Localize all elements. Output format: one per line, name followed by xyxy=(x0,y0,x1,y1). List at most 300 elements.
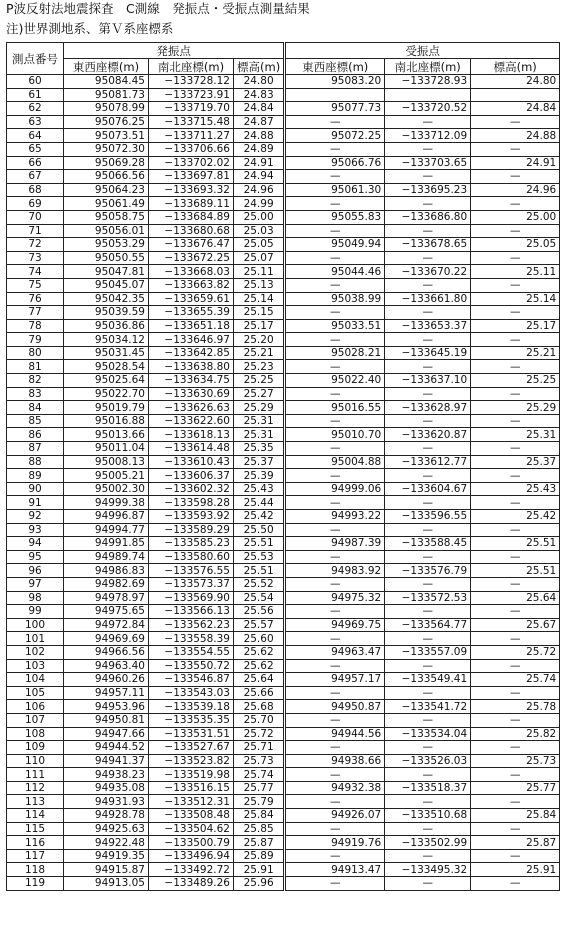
shot-elevation-cell: 25.51 xyxy=(234,564,285,578)
point-number-cell: 77 xyxy=(7,306,64,320)
receiver-elevation-cell: — xyxy=(471,496,560,510)
receiver-easting-cell: 94944.56 xyxy=(285,727,385,741)
receiver-easting-cell: 94983.92 xyxy=(285,564,385,578)
shot-elevation-cell: 25.21 xyxy=(234,346,285,360)
point-number-cell: 105 xyxy=(7,686,64,700)
table-row xyxy=(7,278,560,292)
point-number-cell: 68 xyxy=(7,183,64,197)
shot-easting-cell: 95016.88 xyxy=(64,414,149,428)
receiver-northing-cell: — xyxy=(385,550,471,564)
table-column-header-row xyxy=(7,59,560,75)
table-row xyxy=(7,360,560,374)
shot-elevation-cell: 25.23 xyxy=(234,360,285,374)
receiver-elevation-cell: 24.84 xyxy=(471,102,560,116)
receiver-elevation-cell: 25.87 xyxy=(471,836,560,850)
shot-northing-cell: −133489.26 xyxy=(149,877,234,891)
receiver-elevation-cell: 25.84 xyxy=(471,809,560,823)
receiver-easting-cell: — xyxy=(285,741,385,755)
survey-results-table xyxy=(6,42,560,891)
receiver-easting-cell: — xyxy=(285,115,385,129)
receiver-northing-cell: −133518.37 xyxy=(385,781,471,795)
shot-easting-cell: 95058.75 xyxy=(64,210,149,224)
shot-elevation-cell: 24.88 xyxy=(234,129,285,143)
shot-easting-cell: 95019.79 xyxy=(64,401,149,415)
point-number-cell: 88 xyxy=(7,455,64,469)
shot-elevation-cell: 25.79 xyxy=(234,795,285,809)
receiver-easting-cell: 95055.83 xyxy=(285,210,385,224)
shot-easting-cell: 94978.97 xyxy=(64,591,149,605)
receiver-easting-cell: 95028.21 xyxy=(285,346,385,360)
shot-elevation-cell: 25.31 xyxy=(234,414,285,428)
receiver-elevation-cell: 25.11 xyxy=(471,265,560,279)
receiver-elevation-cell: 25.31 xyxy=(471,428,560,442)
receiver-northing-cell: — xyxy=(385,414,471,428)
table-row xyxy=(7,238,560,252)
receiver-easting-cell: — xyxy=(285,306,385,320)
receiver-elevation-cell: — xyxy=(471,360,560,374)
point-number-cell: 115 xyxy=(7,822,64,836)
shot-elevation-cell: 25.44 xyxy=(234,496,285,510)
shot-northing-cell: −133602.32 xyxy=(149,482,234,496)
receiver-northing-cell: −133645.19 xyxy=(385,346,471,360)
shot-elevation-cell: 24.89 xyxy=(234,142,285,156)
receiver-northing-cell: −133495.32 xyxy=(385,863,471,877)
receiver-easting-cell: — xyxy=(285,142,385,156)
shot-easting-cell: 95008.13 xyxy=(64,455,149,469)
point-number-cell: 83 xyxy=(7,387,64,401)
table-group-header-row xyxy=(7,43,560,59)
point-number-cell: 111 xyxy=(7,768,64,782)
shot-elevation-cell: 25.72 xyxy=(234,727,285,741)
table-row xyxy=(7,224,560,238)
receiver-northing-cell: — xyxy=(385,442,471,456)
receiver-easting-cell: 95049.94 xyxy=(285,238,385,252)
receiver-easting-cell: 94926.07 xyxy=(285,809,385,823)
shot-easting-cell: 95031.45 xyxy=(64,346,149,360)
receiver-northing-cell: −133604.67 xyxy=(385,482,471,496)
shot-northing-cell: −133500.79 xyxy=(149,836,234,850)
table-row xyxy=(7,333,560,347)
shot-elevation-cell: 25.25 xyxy=(234,374,285,388)
shot-elevation-cell: 25.07 xyxy=(234,251,285,265)
shot-northing-cell: −133630.69 xyxy=(149,387,234,401)
receiver-elevation-cell: — xyxy=(471,741,560,755)
shot-easting-cell: 94982.69 xyxy=(64,577,149,591)
receiver-northing-cell: — xyxy=(385,170,471,184)
shot-elevation-cell: 25.11 xyxy=(234,265,285,279)
shot-elevation-cell: 25.37 xyxy=(234,455,285,469)
receiver-easting-cell: — xyxy=(285,360,385,374)
point-number-cell: 63 xyxy=(7,115,64,129)
table-row xyxy=(7,659,560,673)
shot-elevation-cell: 24.83 xyxy=(234,88,285,102)
receiver-easting-cell: 95044.46 xyxy=(285,265,385,279)
table-row xyxy=(7,469,560,483)
receiver-elevation-cell: 25.77 xyxy=(471,781,560,795)
receiver-easting-cell: — xyxy=(285,197,385,211)
shot-easting-cell: 94950.81 xyxy=(64,713,149,727)
shot-northing-cell: −133614.48 xyxy=(149,442,234,456)
shot-northing-cell: −133668.03 xyxy=(149,265,234,279)
shot-northing-cell: −133646.97 xyxy=(149,333,234,347)
receiver-elevation-cell: 25.25 xyxy=(471,374,560,388)
shot-easting-cell: 95022.70 xyxy=(64,387,149,401)
receiver-easting-cell: 94913.47 xyxy=(285,863,385,877)
receiver-elevation-cell: 24.91 xyxy=(471,156,560,170)
point-number-cell: 116 xyxy=(7,836,64,850)
shot-northing-cell: −133719.70 xyxy=(149,102,234,116)
shot-northing-cell: −133659.61 xyxy=(149,292,234,306)
shot-elevation-cell: 24.84 xyxy=(234,102,285,116)
shot-easting-cell: 94944.52 xyxy=(64,741,149,755)
receiver-northing-cell: — xyxy=(385,387,471,401)
point-number-cell: 99 xyxy=(7,605,64,619)
receiver-northing-cell xyxy=(385,88,471,102)
shot-easting-cell: 94919.35 xyxy=(64,849,149,863)
shot-elevation-cell: 25.74 xyxy=(234,768,285,782)
shot-northing-cell: −133516.15 xyxy=(149,781,234,795)
receiver-northing-cell: −133637.10 xyxy=(385,374,471,388)
shot-easting-cell: 95076.25 xyxy=(64,115,149,129)
shot-easting-header: 東西座標(m) xyxy=(64,59,149,75)
shot-elevation-cell: 25.64 xyxy=(234,673,285,687)
receiver-elevation-cell: 25.74 xyxy=(471,673,560,687)
receiver-easting-cell: — xyxy=(285,251,385,265)
shot-easting-cell: 95061.49 xyxy=(64,197,149,211)
shot-northing-cell: −133642.85 xyxy=(149,346,234,360)
shot-northing-cell: −133573.37 xyxy=(149,577,234,591)
receiver-elevation-cell: — xyxy=(471,523,560,537)
table-row xyxy=(7,210,560,224)
receiver-easting-cell: — xyxy=(285,659,385,673)
shot-easting-cell: 95036.86 xyxy=(64,319,149,333)
table-row xyxy=(7,727,560,741)
receiver-northing-cell: — xyxy=(385,795,471,809)
receiver-northing-cell: — xyxy=(385,278,471,292)
receiver-elevation-cell: 25.43 xyxy=(471,482,560,496)
table-row xyxy=(7,591,560,605)
table-row xyxy=(7,102,560,116)
shot-northing-cell: −133519.98 xyxy=(149,768,234,782)
point-number-cell: 107 xyxy=(7,713,64,727)
shot-elevation-cell: 25.84 xyxy=(234,809,285,823)
shot-easting-cell: 94953.96 xyxy=(64,700,149,714)
shot-elevation-cell: 24.99 xyxy=(234,197,285,211)
receiver-elevation-cell: 25.37 xyxy=(471,455,560,469)
receiver-elevation-cell: — xyxy=(471,414,560,428)
table-body xyxy=(7,75,560,891)
receiver-easting-cell: — xyxy=(285,496,385,510)
receiver-elevation-cell: — xyxy=(471,306,560,320)
receiver-elevation-cell: — xyxy=(471,469,560,483)
shot-elevation-cell: 25.50 xyxy=(234,523,285,537)
point-number-cell: 103 xyxy=(7,659,64,673)
shot-elevation-cell: 25.00 xyxy=(234,210,285,224)
point-number-cell: 82 xyxy=(7,374,64,388)
receiver-easting-cell xyxy=(285,88,385,102)
receiver-easting-cell: 94993.22 xyxy=(285,510,385,524)
receiver-easting-cell: — xyxy=(285,387,385,401)
table-row xyxy=(7,822,560,836)
shot-easting-cell: 94960.26 xyxy=(64,673,149,687)
shot-easting-cell: 94913.05 xyxy=(64,877,149,891)
shot-elevation-cell: 24.87 xyxy=(234,115,285,129)
receiver-northing-cell: −133670.22 xyxy=(385,265,471,279)
receiver-northing-cell: −133703.65 xyxy=(385,156,471,170)
table-row xyxy=(7,482,560,496)
receiver-easting-cell: 95083.20 xyxy=(285,75,385,89)
shot-northing-cell: −133492.72 xyxy=(149,863,234,877)
point-number-cell: 91 xyxy=(7,496,64,510)
table-row xyxy=(7,319,560,333)
table-row xyxy=(7,265,560,279)
shot-elevation-cell: 25.52 xyxy=(234,577,285,591)
point-number-cell: 119 xyxy=(7,877,64,891)
receiver-elevation-cell: — xyxy=(471,795,560,809)
receiver-elevation-cell: 25.00 xyxy=(471,210,560,224)
receiver-elevation-cell: — xyxy=(471,170,560,184)
shot-northing-cell: −133562.23 xyxy=(149,618,234,632)
point-number-cell: 112 xyxy=(7,781,64,795)
receiver-easting-cell: — xyxy=(285,523,385,537)
shot-elevation-cell: 24.94 xyxy=(234,170,285,184)
point-number-cell: 106 xyxy=(7,700,64,714)
shot-northing-cell: −133593.92 xyxy=(149,510,234,524)
shot-easting-cell: 95066.56 xyxy=(64,170,149,184)
shot-northing-cell: −133554.55 xyxy=(149,645,234,659)
table-row xyxy=(7,292,560,306)
receiver-northing-cell: −133678.65 xyxy=(385,238,471,252)
receiver-easting-cell: — xyxy=(285,877,385,891)
shot-northing-cell: −133697.81 xyxy=(149,170,234,184)
shot-northing-cell: −133569.90 xyxy=(149,591,234,605)
table-row xyxy=(7,401,560,415)
point-number-cell: 95 xyxy=(7,550,64,564)
shot-elevation-cell: 25.13 xyxy=(234,278,285,292)
shot-easting-cell: 94999.38 xyxy=(64,496,149,510)
shot-easting-cell: 94994.77 xyxy=(64,523,149,537)
receiver-northing-cell: −133541.72 xyxy=(385,700,471,714)
table-row xyxy=(7,700,560,714)
shot-northing-cell: −133543.03 xyxy=(149,686,234,700)
receiver-easting-cell: — xyxy=(285,278,385,292)
receiver-elevation-cell: — xyxy=(471,686,560,700)
shot-northing-cell: −133728.12 xyxy=(149,75,234,89)
receiver-northing-cell: — xyxy=(385,469,471,483)
shot-easting-cell: 94966.56 xyxy=(64,645,149,659)
receiver-northing-cell: −133534.04 xyxy=(385,727,471,741)
shot-easting-cell: 94986.83 xyxy=(64,564,149,578)
table-row xyxy=(7,387,560,401)
shot-elevation-cell: 25.42 xyxy=(234,510,285,524)
receiver-easting-cell: 94963.47 xyxy=(285,645,385,659)
receiver-easting-cell: — xyxy=(285,442,385,456)
point-number-cell: 104 xyxy=(7,673,64,687)
receiver-easting-cell: — xyxy=(285,822,385,836)
shot-northing-cell: −133598.28 xyxy=(149,496,234,510)
shot-elevation-header: 標高(m) xyxy=(234,59,285,75)
receiver-easting-cell: 95072.25 xyxy=(285,129,385,143)
shot-northing-cell: −133580.60 xyxy=(149,550,234,564)
receiver-northing-cell: — xyxy=(385,877,471,891)
shot-northing-cell: −133715.48 xyxy=(149,115,234,129)
receiver-elevation-cell: 25.67 xyxy=(471,618,560,632)
receiver-northing-cell: — xyxy=(385,686,471,700)
table-row xyxy=(7,251,560,265)
receiver-northing-cell: −133620.87 xyxy=(385,428,471,442)
point-number-cell: 80 xyxy=(7,346,64,360)
shot-elevation-cell: 25.51 xyxy=(234,537,285,551)
shot-elevation-cell: 25.91 xyxy=(234,863,285,877)
point-number-cell: 79 xyxy=(7,333,64,347)
shot-northing-cell: −133689.11 xyxy=(149,197,234,211)
receiver-easting-cell: — xyxy=(285,333,385,347)
receiver-northing-cell: — xyxy=(385,659,471,673)
shot-elevation-cell: 25.35 xyxy=(234,442,285,456)
shot-northing-cell: −133539.18 xyxy=(149,700,234,714)
shot-elevation-cell: 25.03 xyxy=(234,224,285,238)
table-row xyxy=(7,673,560,687)
table-row xyxy=(7,768,560,782)
point-number-cell: 67 xyxy=(7,170,64,184)
receiver-northing-cell: −133526.03 xyxy=(385,754,471,768)
point-number-cell: 72 xyxy=(7,238,64,252)
point-number-cell: 69 xyxy=(7,197,64,211)
receiver-northing-cell: — xyxy=(385,224,471,238)
receiver-easting-cell: — xyxy=(285,170,385,184)
shot-northing-cell: −133512.31 xyxy=(149,795,234,809)
point-number-cell: 75 xyxy=(7,278,64,292)
point-number-cell: 89 xyxy=(7,469,64,483)
receiver-northing-cell: — xyxy=(385,768,471,782)
receiver-northing-cell: −133596.55 xyxy=(385,510,471,524)
shot-easting-cell: 94931.93 xyxy=(64,795,149,809)
table-row xyxy=(7,754,560,768)
shot-elevation-cell: 25.70 xyxy=(234,713,285,727)
point-number-cell: 97 xyxy=(7,577,64,591)
shot-easting-cell: 94957.11 xyxy=(64,686,149,700)
receiver-northing-cell: — xyxy=(385,333,471,347)
shot-northing-cell: −133706.66 xyxy=(149,142,234,156)
receiver-northing-cell: — xyxy=(385,713,471,727)
table-row xyxy=(7,863,560,877)
table-row xyxy=(7,809,560,823)
shot-northing-cell: −133618.13 xyxy=(149,428,234,442)
receiver-easting-cell: — xyxy=(285,224,385,238)
point-number-cell: 101 xyxy=(7,632,64,646)
receiver-northing-cell: −133720.52 xyxy=(385,102,471,116)
shot-elevation-cell: 25.17 xyxy=(234,319,285,333)
point-number-cell: 73 xyxy=(7,251,64,265)
table-row xyxy=(7,645,560,659)
table-row xyxy=(7,795,560,809)
shot-elevation-cell: 25.54 xyxy=(234,591,285,605)
receiver-elevation-cell: 24.80 xyxy=(471,75,560,89)
point-number-cell: 108 xyxy=(7,727,64,741)
receiver-northing-header: 南北座標(m) xyxy=(385,59,471,75)
receiver-northing-cell: — xyxy=(385,251,471,265)
point-number-cell: 81 xyxy=(7,360,64,374)
receiver-point-group-header: 受振点 xyxy=(285,43,560,59)
point-number-cell: 86 xyxy=(7,428,64,442)
receiver-northing-cell: — xyxy=(385,849,471,863)
shot-elevation-cell: 25.66 xyxy=(234,686,285,700)
table-row xyxy=(7,523,560,537)
receiver-easting-cell: 94938.66 xyxy=(285,754,385,768)
shot-northing-cell: −133676.47 xyxy=(149,238,234,252)
shot-northing-cell: −133527.67 xyxy=(149,741,234,755)
receiver-easting-cell: 95004.88 xyxy=(285,455,385,469)
point-number-cell: 78 xyxy=(7,319,64,333)
receiver-easting-cell: 95077.73 xyxy=(285,102,385,116)
receiver-elevation-cell: 25.73 xyxy=(471,754,560,768)
table-row xyxy=(7,577,560,591)
shot-northing-cell: −133622.60 xyxy=(149,414,234,428)
table-row xyxy=(7,346,560,360)
shot-elevation-cell: 25.77 xyxy=(234,781,285,795)
point-number-cell: 64 xyxy=(7,129,64,143)
receiver-easting-cell: 95038.99 xyxy=(285,292,385,306)
point-number-cell: 100 xyxy=(7,618,64,632)
table-row xyxy=(7,442,560,456)
table-row xyxy=(7,537,560,551)
table-row xyxy=(7,455,560,469)
shot-easting-cell: 94991.85 xyxy=(64,537,149,551)
receiver-northing-cell: — xyxy=(385,577,471,591)
receiver-northing-cell: — xyxy=(385,142,471,156)
receiver-elevation-cell: — xyxy=(471,251,560,265)
shot-easting-cell: 95050.55 xyxy=(64,251,149,265)
receiver-easting-cell: — xyxy=(285,577,385,591)
receiver-northing-cell: −133510.68 xyxy=(385,809,471,823)
receiver-elevation-cell: 24.96 xyxy=(471,183,560,197)
shot-easting-cell: 95078.99 xyxy=(64,102,149,116)
table-row xyxy=(7,686,560,700)
table-row xyxy=(7,170,560,184)
receiver-northing-cell: −133502.99 xyxy=(385,836,471,850)
shot-elevation-cell: 25.56 xyxy=(234,605,285,619)
point-number-cell: 87 xyxy=(7,442,64,456)
table-row xyxy=(7,142,560,156)
point-number-cell: 92 xyxy=(7,510,64,524)
shot-northing-cell: −133655.39 xyxy=(149,306,234,320)
shot-northing-cell: −133589.29 xyxy=(149,523,234,537)
shot-easting-cell: 95002.30 xyxy=(64,482,149,496)
shot-northing-cell: −133606.37 xyxy=(149,469,234,483)
shot-elevation-cell: 24.91 xyxy=(234,156,285,170)
receiver-elevation-cell: — xyxy=(471,278,560,292)
shot-elevation-cell: 25.60 xyxy=(234,632,285,646)
receiver-elevation-cell: — xyxy=(471,768,560,782)
table-row xyxy=(7,836,560,850)
table-row xyxy=(7,781,560,795)
shot-northing-cell: −133610.43 xyxy=(149,455,234,469)
receiver-northing-cell: — xyxy=(385,741,471,755)
table-row xyxy=(7,414,560,428)
shot-easting-cell: 94972.84 xyxy=(64,618,149,632)
receiver-northing-cell: — xyxy=(385,306,471,320)
point-number-cell: 74 xyxy=(7,265,64,279)
receiver-elevation-cell: 25.29 xyxy=(471,401,560,415)
point-number-cell: 118 xyxy=(7,863,64,877)
receiver-elevation-cell: 25.42 xyxy=(471,510,560,524)
receiver-northing-cell: — xyxy=(385,496,471,510)
point-number-cell: 76 xyxy=(7,292,64,306)
receiver-northing-cell: −133557.09 xyxy=(385,645,471,659)
point-number-cell: 66 xyxy=(7,156,64,170)
shot-easting-cell: 95047.81 xyxy=(64,265,149,279)
point-number-cell: 94 xyxy=(7,537,64,551)
